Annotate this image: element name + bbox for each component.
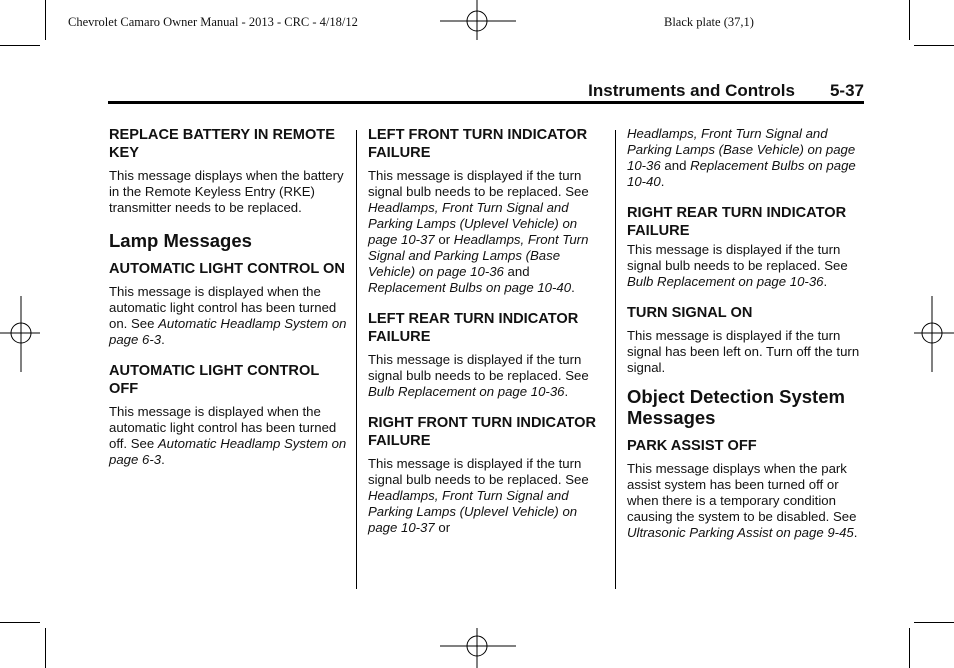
- message-park-assist-off: [627, 437, 867, 541]
- message-auto-light-off: [109, 362, 349, 468]
- registration-mark-top-icon: [440, 0, 516, 40]
- body-text: or: [434, 520, 451, 535]
- body-text: This message is displayed when the automatic light control has been turned on. See: [109, 284, 337, 331]
- message-body: [368, 456, 606, 536]
- body-text: .: [161, 332, 165, 347]
- message-body: This message is displayed if the turn signal has been left on. Turn off the turn signal.: [627, 328, 860, 375]
- message-heading: RIGHT FRONT TURN INDICATOR FAILURE: [368, 415, 597, 449]
- cross-reference: Replacement Bulbs on page 10-40: [627, 158, 856, 189]
- crop-mark-br-v: [909, 628, 910, 668]
- cross-reference: Automatic Headlamp System on page 6-3: [109, 316, 347, 347]
- cross-reference: Bulb Replacement on page 10-36: [627, 274, 824, 289]
- message-auto-light-on: [109, 260, 349, 348]
- crop-mark-bl-h: [0, 622, 40, 623]
- section-title: Instruments and Controls: [588, 81, 795, 100]
- message-body: [627, 461, 867, 541]
- printer-slug-left: Chevrolet Camaro Owner Manual - 2013 - CRC - 4/18/12: [68, 15, 358, 29]
- body-text: .: [660, 174, 665, 189]
- body-text: and: [660, 158, 691, 173]
- cross-reference: Headlamps, Front Turn Signal and Parking Lamps (Base Vehicle) on page 10-36: [627, 126, 856, 173]
- cross-reference: Headlamps, Front Turn Signal and Parking Lamps (Base Vehicle) on page 10-36: [368, 232, 589, 279]
- cross-reference: Headlamps, Front Turn Signal and Parking Lamps (Uplevel Vehicle) on page 10-37: [368, 200, 578, 247]
- cross-reference: Automatic Headlamp System on page 6-3: [109, 436, 347, 467]
- registration-mark-left-icon: [0, 296, 40, 372]
- cross-reference: Headlamps, Front Turn Signal and Parking Lamps (Uplevel Vehicle) on page 10-37: [368, 488, 578, 535]
- message-heading: PARK ASSIST OFF: [627, 438, 757, 454]
- column-3: [627, 126, 867, 555]
- running-head: [108, 81, 864, 101]
- message-heading: AUTOMATIC LIGHT CONTROL ON: [109, 261, 345, 277]
- header-rule: [108, 101, 864, 104]
- message-body: [368, 168, 606, 296]
- message-body: This message displays when the battery in the Remote Keyless Entry (RKE) transmitter needs to be replaced.: [109, 168, 344, 215]
- body-text: .: [823, 274, 828, 289]
- column-divider-1: [356, 130, 357, 589]
- lamp-messages-title: Lamp Messages: [109, 230, 252, 251]
- registration-mark-bottom-icon: [440, 628, 516, 668]
- message-body: [627, 126, 867, 190]
- crop-mark-bl-v: [45, 628, 46, 668]
- message-heading: TURN SIGNAL ON: [627, 305, 753, 321]
- cross-reference: Bulb Replacement on page 10-36: [368, 384, 565, 399]
- message-left-front-turn: [368, 126, 606, 296]
- message-right-rear-turn: [627, 204, 867, 290]
- body-text: .: [571, 280, 575, 295]
- message-replace-battery: [109, 126, 349, 216]
- body-text: This message is displayed when the automatic light control has been turned off. See: [109, 404, 337, 451]
- body-text: or: [434, 232, 454, 247]
- column-2: [368, 126, 606, 550]
- message-turn-signal-on: [627, 304, 867, 376]
- column-divider-2: [615, 130, 616, 589]
- body-text: .: [161, 452, 165, 467]
- crop-mark-tr-v: [909, 0, 910, 40]
- message-body: [627, 242, 867, 290]
- crop-mark-tl-h: [0, 45, 40, 46]
- body-text: .: [853, 525, 858, 540]
- message-left-rear-turn: [368, 310, 606, 400]
- body-text: This message is displayed if the turn signal bulb needs to be replaced. See: [368, 352, 589, 383]
- printer-slug-right: Black plate (37,1): [664, 15, 754, 29]
- message-body: [368, 352, 606, 400]
- message-heading: AUTOMATIC LIGHT CONTROL OFF: [109, 363, 319, 397]
- body-text: This message is displayed if the turn signal bulb needs to be replaced. See: [627, 242, 848, 273]
- body-text: and: [503, 264, 530, 279]
- registration-mark-right-icon: [914, 296, 954, 372]
- message-heading: LEFT REAR TURN INDICATOR FAILURE: [368, 311, 579, 345]
- crop-mark-tr-h: [914, 45, 954, 46]
- message-right-front-turn: [368, 414, 606, 536]
- page-number: 5-37: [829, 81, 864, 100]
- message-heading: RIGHT REAR TURN INDICATOR FAILURE: [627, 205, 847, 239]
- cross-reference: Ultrasonic Parking Assist on page 9-45: [627, 525, 854, 540]
- object-detection-title: Object Detection System Messages: [627, 386, 845, 428]
- message-body: [109, 404, 349, 468]
- message-body: [109, 284, 349, 348]
- column-1: [109, 126, 349, 482]
- crop-mark-tl-v: [45, 0, 46, 40]
- message-heading: REPLACE BATTERY IN REMOTE KEY: [109, 127, 335, 161]
- message-heading: LEFT FRONT TURN INDICATOR FAILURE: [368, 127, 588, 161]
- cross-reference: Replacement Bulbs on page 10-40: [368, 280, 572, 295]
- body-text: This message displays when the park assist system has been turned off or when there is a temporary condition causing the system to be disabled. See: [627, 461, 857, 524]
- crop-mark-br-h: [914, 622, 954, 623]
- body-text: .: [564, 384, 569, 399]
- body-text: This message is displayed if the turn signal bulb needs to be replaced. See: [368, 456, 589, 487]
- body-text: This message is displayed if the turn signal bulb needs to be replaced. See: [368, 168, 589, 199]
- message-right-front-turn-continued: [627, 126, 867, 190]
